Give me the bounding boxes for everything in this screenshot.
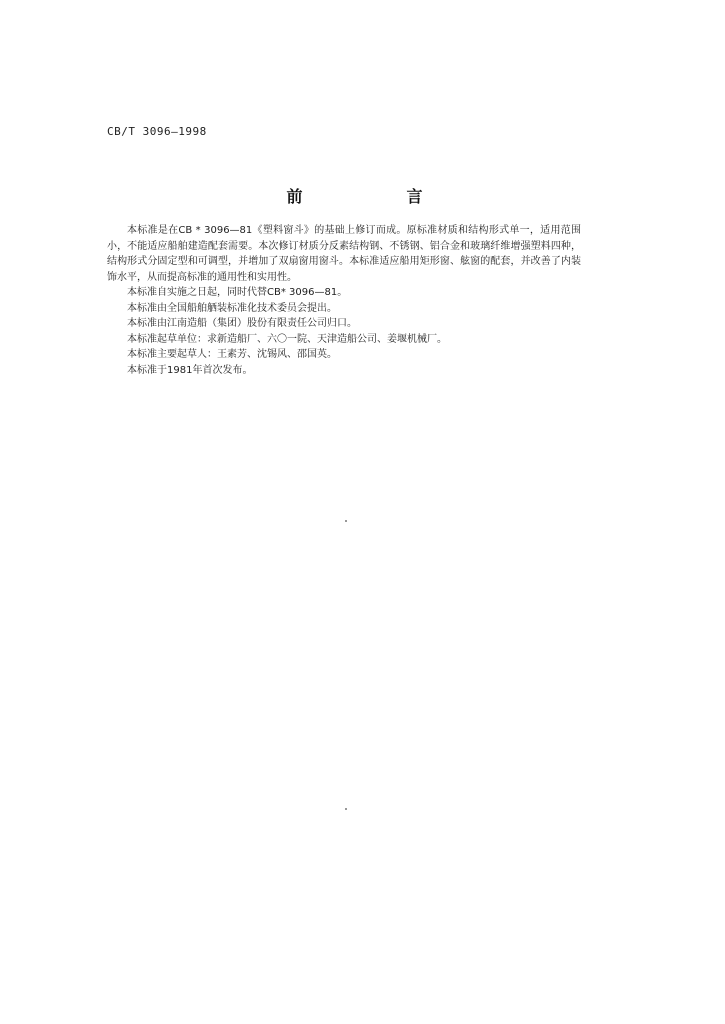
paragraph-responsible: 本标准由江南造船（集团）股份有限责任公司归口。 <box>127 318 357 329</box>
scan-speck <box>345 808 347 810</box>
standard-code: CB/T 3096—1998 <box>107 125 207 138</box>
paragraph-proposer: 本标准由全国船舶舾装标准化技术委员会提出。 <box>127 302 337 314</box>
foreword-body <box>107 223 581 378</box>
page-title: 前 言 <box>286 187 467 206</box>
scan-speck <box>345 520 347 522</box>
paragraph-drafters: 本标准主要起草人：王素芳、沈锡风、邵国英。 <box>127 349 337 360</box>
paragraph-first-issue: 本标准于1981年首次发布。 <box>127 364 253 376</box>
paragraph-effective: 本标准自实施之日起，同时代替CB* 3096—81。 <box>127 287 348 298</box>
paragraph-drafting-units: 本标准起草单位：求新造船厂、六〇一院、天津造船公司、姜堰机械厂。 <box>127 333 447 345</box>
paragraph-revision: 本标准是在CB * 3096—81《塑料窗斗》的基础上修订而成。原标准材质和结构形式单一，适用范围小，不能适应船舶建造配套需要。本次修订材质分反素结构钢、不锈钢、铝合金和玻璃纤维增强塑料四种，结构形式分固定型和可调型，并增加了双扇窗用窗斗。本标准适应船用矩形窗、舷窗的配套，并改善了内装饰水平，从而提高标准的通用性和实用性。 <box>107 225 581 283</box>
